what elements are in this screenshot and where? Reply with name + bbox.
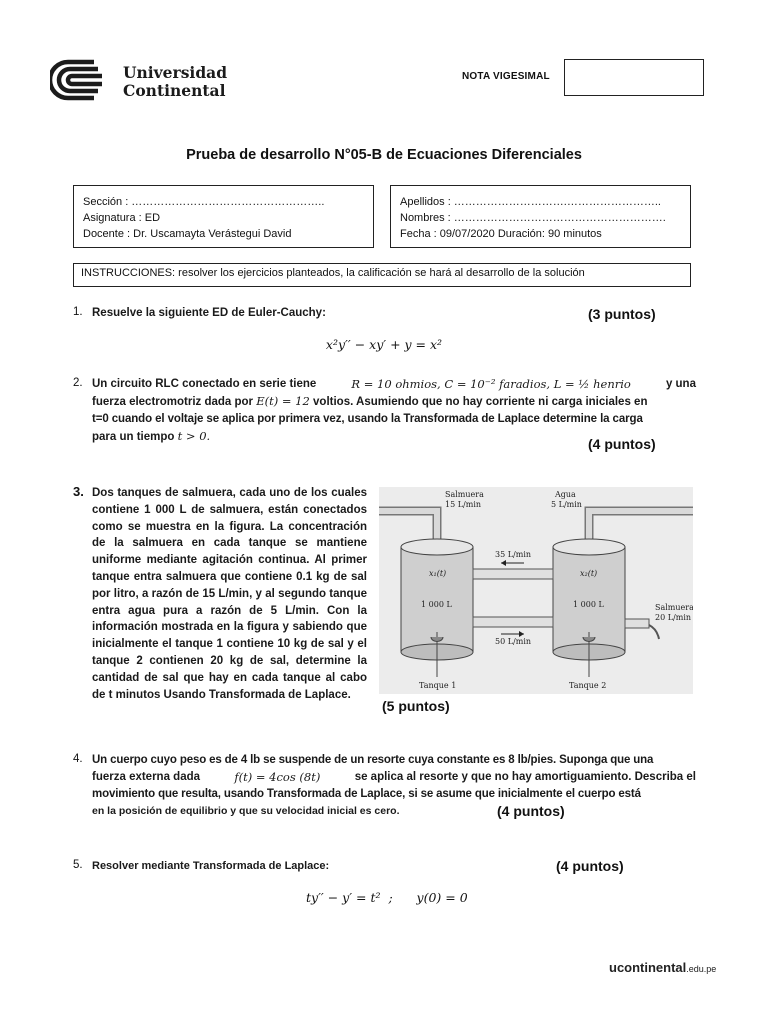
docente-field: Docente : Dr. Uscamayta Verástegui David xyxy=(83,228,292,240)
q2-line2-a: fuerza electromotriz dada por xyxy=(92,396,254,408)
q2-math-t: t > 0. xyxy=(177,429,211,443)
page-title: Prueba de desarrollo N°05-B de Ecuaciones Diferenciales xyxy=(186,147,582,163)
q2-math-rlc: R = 10 ohmios, C = 10⁻² faradios, L = ½ henrio xyxy=(351,377,631,391)
q4-text xyxy=(92,752,696,820)
q2-number: 2. xyxy=(73,377,83,389)
tank2-label: Tanque 2 xyxy=(569,681,607,690)
vol1-label: 1 000 L xyxy=(421,600,452,609)
nota-label: NOTA VIGESIMAL xyxy=(462,71,550,82)
apellidos-field[interactable]: Apellidos : ………………………….…………………….. xyxy=(400,196,661,208)
inlet-pipe-2 xyxy=(589,511,693,539)
inlet1-rate: 15 L/min xyxy=(445,500,482,509)
q5-equation: ty′′ − y′ = t² ; y(0) = 0 xyxy=(306,890,468,905)
university-name xyxy=(123,64,227,100)
q3-text: Dos tanques de salmuera, cada uno de los cuales contiene 1 000 L de salmuera, están conectados como se muestra en la figura. La concentración de la salmuera en cada tanque se mantiene uniforme mediante agitación continua. Al primer tanque entra salmuera que contiene 0.1 kg de sal por litro, a razón de 15 L/min, y al segundo tanque entra agua pura a razón de 5 L/min. Con la información mostrada en la figura y sabiendo que inicialmente el tanque 1 contiene 10 kg de sal y el tanque 2 contienen 20 kg de sal, determine la cantidad de sal que hay en cada tanque al cabo de t minutos Usando Transformada de Laplace. xyxy=(92,487,367,701)
q4-line2-a: fuerza externa dada xyxy=(92,771,201,783)
q2-line3: t=0 cuando el voltaje se aplica por primera vez, usando la Transformada de Laplace determine la carga xyxy=(92,413,643,425)
university-line-1: Universidad xyxy=(123,63,228,82)
q4-points: (4 puntos) xyxy=(497,803,565,819)
x2-label: x₂(t) xyxy=(580,569,598,578)
inlet-pipe-1 xyxy=(379,511,437,539)
inlet2-rate: 5 L/min xyxy=(551,500,582,509)
q3-points: (5 puntos) xyxy=(382,698,450,714)
q4-line4: en la posición de equilibrio y que su velocidad inicial es cero. xyxy=(92,805,400,817)
q2-line4: para un tiempo xyxy=(92,431,175,443)
footer-domain: .edu.pe xyxy=(686,964,717,974)
university-logo xyxy=(50,58,112,102)
vol2-label: 1 000 L xyxy=(573,600,604,609)
q1-number: 1. xyxy=(73,306,83,318)
outlet-pipe xyxy=(625,619,659,639)
student-info-left xyxy=(73,185,374,248)
q5-text: Resolver mediante Transformada de Laplace: xyxy=(92,860,330,872)
tank1-label: Tanque 1 xyxy=(419,681,457,690)
asignatura-field: Asignatura : ED xyxy=(83,212,161,224)
nota-input-box[interactable] xyxy=(564,59,704,96)
q4-line1: Un cuerpo cuyo peso es de 4 lb se suspende de un resorte cuya constante es 8 lb/pies. Suponga que una xyxy=(92,754,654,766)
tanks-figure xyxy=(379,487,693,694)
inlet2-label: Agua xyxy=(555,490,576,499)
inlet1-label: Salmuera xyxy=(445,490,484,499)
student-info-right xyxy=(390,185,691,248)
q1-points: (3 puntos) xyxy=(588,306,656,322)
q1-equation: x²y′′ − xy′ + y = x² xyxy=(325,337,443,352)
x1-label: x₁(t) xyxy=(429,569,447,578)
connecting-pipes xyxy=(473,560,553,637)
q4-math-force: f(t) = 4cos (8t) xyxy=(234,770,321,784)
instructions-box: INSTRUCCIONES: resolver los ejercicios planteados, la calificación se hará al desarrollo de la solución xyxy=(73,263,691,287)
q4-line3: movimiento que resulta, usando Transformada de Laplace, si se asume que inicialmente el cuerpo está xyxy=(92,788,641,800)
q2-line2-b: voltios. Asumiendo que no hay corriente ni carga iniciales en xyxy=(313,396,648,408)
q1-text: Resuelve la siguiente ED de Euler-Cauchy: xyxy=(92,307,326,319)
q2-points: (4 puntos) xyxy=(588,436,656,452)
nombres-field[interactable]: Nombres : …………………………………………………. xyxy=(400,212,666,224)
q4-number: 4. xyxy=(73,753,83,765)
seccion-field[interactable]: Sección : …………………………………………….. xyxy=(83,196,325,208)
outlet-rate: 20 L/min xyxy=(655,613,692,622)
q2-math-emf: E(t) = 12 xyxy=(256,394,310,408)
q2-line1-a: Un circuito RLC conectado en serie tiene xyxy=(92,378,317,390)
q5-points: (4 puntos) xyxy=(556,858,624,874)
q4-line2-b: se aplica al resorte y que no hay amortiguamiento. Describa el xyxy=(354,771,696,783)
q3-number: 3. xyxy=(73,484,84,499)
outlet-label: Salmuera xyxy=(655,603,693,612)
fecha-field: Fecha : 09/07/2020 Duración: 90 minutos xyxy=(400,228,602,240)
logo-mark-icon xyxy=(50,58,112,102)
q5-number: 5. xyxy=(73,859,83,871)
footer-brand[interactable] xyxy=(609,960,716,975)
footer-brand-name: ucontinental xyxy=(609,960,687,975)
university-line-2: Continental xyxy=(123,81,226,100)
q2-line1-b: y una xyxy=(665,378,696,390)
flow-bottom-label: 50 L/min xyxy=(495,637,532,646)
flow-top-label: 35 L/min xyxy=(495,550,532,559)
